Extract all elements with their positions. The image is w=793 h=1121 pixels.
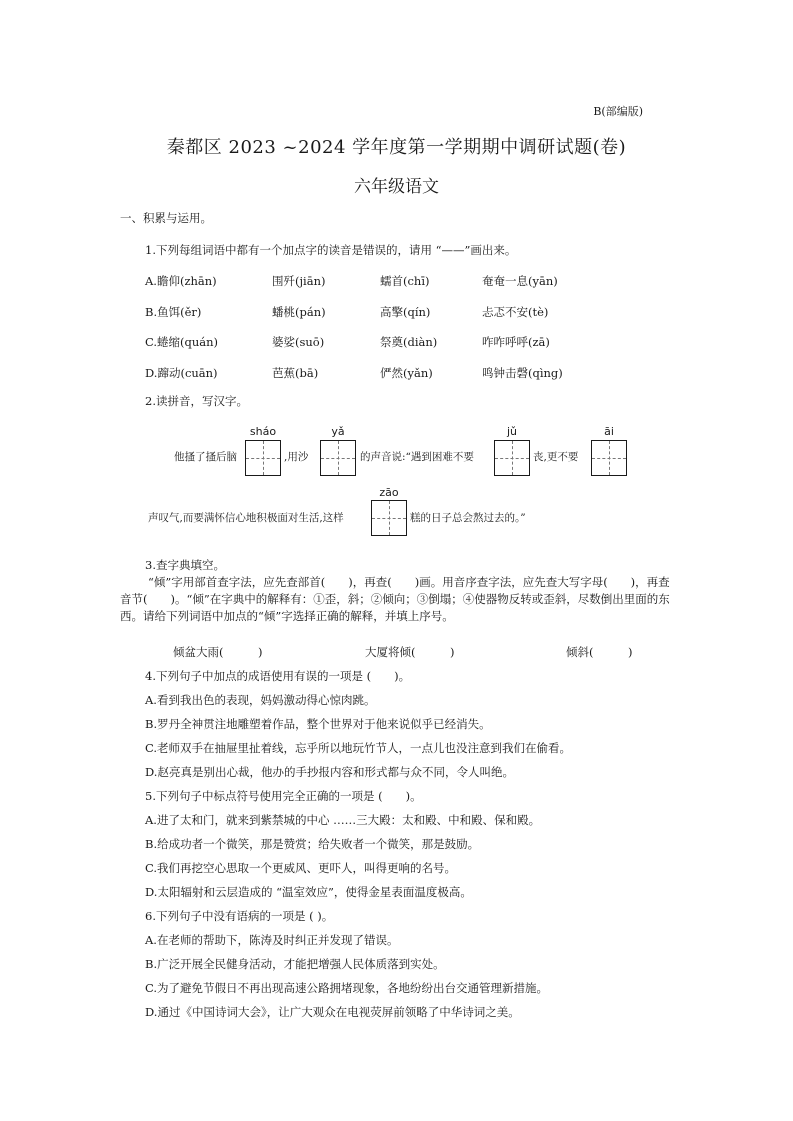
q1-option: 蟠桃(pán) — [272, 305, 326, 319]
q1-option: 祭奠(diàn) — [380, 335, 438, 349]
q6-option: A.在老师的帮助下，陈涛及时纠正并发现了错误。 — [145, 933, 399, 947]
question-2-prompt: 2.读拼音，写汉字。 — [145, 394, 248, 408]
q5-option: C.我们再挖空心思取一个更威风、更吓人，叫得更响的名号。 — [145, 861, 457, 875]
q1-option: A.瞻仰(zhān) — [145, 274, 217, 288]
q4-option: D.赵亮真是别出心裁，他办的手抄报内容和形式都与众不同，令人叫绝。 — [145, 765, 514, 779]
passage-text: 糕的日子总会熬过去的。” — [410, 512, 526, 524]
q1-option: 忐忑不安(tè) — [482, 305, 549, 319]
q6-option: B.广泛开展全民健身活动，才能把增强人民体质落到实处。 — [145, 957, 445, 971]
q3-blank: 倾盆大雨( ) — [173, 645, 263, 659]
section-heading: 一、积累与运用。 — [120, 211, 212, 225]
q6-option: C.为了避免节假日不再出现高速公路拥堵现象，各地纷纷出台交通管理新措施。 — [145, 981, 549, 995]
pinyin-label: āi — [604, 425, 614, 438]
answer-box[interactable] — [494, 440, 530, 476]
pinyin-label: sháo — [249, 425, 277, 438]
question-3-prompt: 3.查字典填空。 — [145, 558, 225, 572]
q1-option: 高擎(qín) — [380, 305, 431, 319]
passage-text: ,用沙 — [284, 451, 309, 463]
q5-option: A.进了太和门，就来到紫禁城的中心 ……三大殿：太和殿、中和殿、保和殿。 — [145, 813, 541, 827]
q1-option: 芭蕉(bā) — [272, 366, 319, 380]
question-1-prompt: 1.下列每组词语中都有一个加点字的读音是错误的，请用 “——”画出来。 — [145, 243, 517, 257]
answer-box[interactable] — [245, 440, 281, 476]
question-6-prompt: 6.下列句子中没有语病的一项是 ( )。 — [145, 909, 334, 923]
edition-label: B(部编版) — [593, 105, 643, 118]
page-title: 秦都区 2023 ~2024 学年度第一学期期中调研试题(卷) — [166, 137, 627, 158]
q1-option: 婆娑(suō) — [272, 335, 325, 349]
q4-option: A.看到我出色的表现，妈妈激动得心惊肉跳。 — [145, 693, 376, 707]
passage-text: 他搔了搔后脑 — [174, 451, 237, 463]
passage-text: 声叹气,而要满怀信心地积极面对生活,这样 — [148, 512, 344, 524]
q1-option: B.鱼饵(ěr) — [145, 305, 202, 319]
q3-blank: 倾斜( ) — [566, 645, 633, 659]
question-3-paragraph: “倾”字用部首查字法，应先查部首( )，再查( )画。用音序查字法，应先查大写字母( )，再查音节( )。“倾”在字典中的解释有：①歪，斜；②倾向；③倒塌；④使器物反转或歪斜，尽数倒出里面的东西。请给下列词语中加点的“倾”字选择正确的解释，并填上序号。 — [120, 575, 670, 623]
pinyin-label: zāo — [379, 486, 399, 499]
passage-text: 的声音说:“遇到困难不要 — [360, 451, 474, 463]
answer-box[interactable] — [320, 440, 356, 476]
passage-text: 丧,更不要 — [533, 451, 579, 463]
q5-option: B.给成功者一个微笑，那是赞赏；给失败者一个微笑，那是鼓励。 — [145, 837, 480, 851]
q4-option: C.老师双手在抽屉里扯着线，忘乎所以地玩竹节人，一点儿也没注意到我们在偷看。 — [145, 741, 572, 755]
q3-blank: 大厦将倾( ) — [365, 645, 455, 659]
pinyin-label: jǔ — [506, 425, 518, 438]
q1-option: 奄奄一息(yān) — [482, 274, 558, 288]
q1-option: 俨然(yǎn) — [380, 366, 433, 380]
q5-option: D.太阳辐射和云层造成的 “温室效应”，使得金星表面温度极高。 — [145, 885, 472, 899]
pinyin-label: yǎ — [331, 425, 345, 438]
q1-option: 蠕首(chī) — [380, 274, 430, 288]
answer-box[interactable] — [371, 500, 407, 536]
question-5-prompt: 5.下列句子中标点符号使用完全正确的一项是 ( )。 — [145, 789, 422, 803]
q1-option: 围歼(jiān) — [272, 274, 326, 288]
q1-option: C.蜷缩(quán) — [145, 335, 219, 349]
answer-box[interactable] — [591, 440, 627, 476]
page-subtitle: 六年级语文 — [354, 177, 439, 197]
q4-option: B.罗丹全神贯注地雕塑着作品，整个世界对于他来说似乎已经消失。 — [145, 717, 491, 731]
q1-option: 咋咋呼呼(zā) — [482, 335, 550, 349]
q6-option: D.通过《中国诗词大会》，让广大观众在电视荧屏前领略了中华诗词之美。 — [145, 1005, 520, 1019]
q1-option: 鸣钟击磬(qìng) — [482, 366, 563, 380]
question-4-prompt: 4.下列句子中加点的成语使用有误的一项是 ( )。 — [145, 669, 411, 683]
q1-option: D.蹿动(cuān) — [145, 366, 218, 380]
